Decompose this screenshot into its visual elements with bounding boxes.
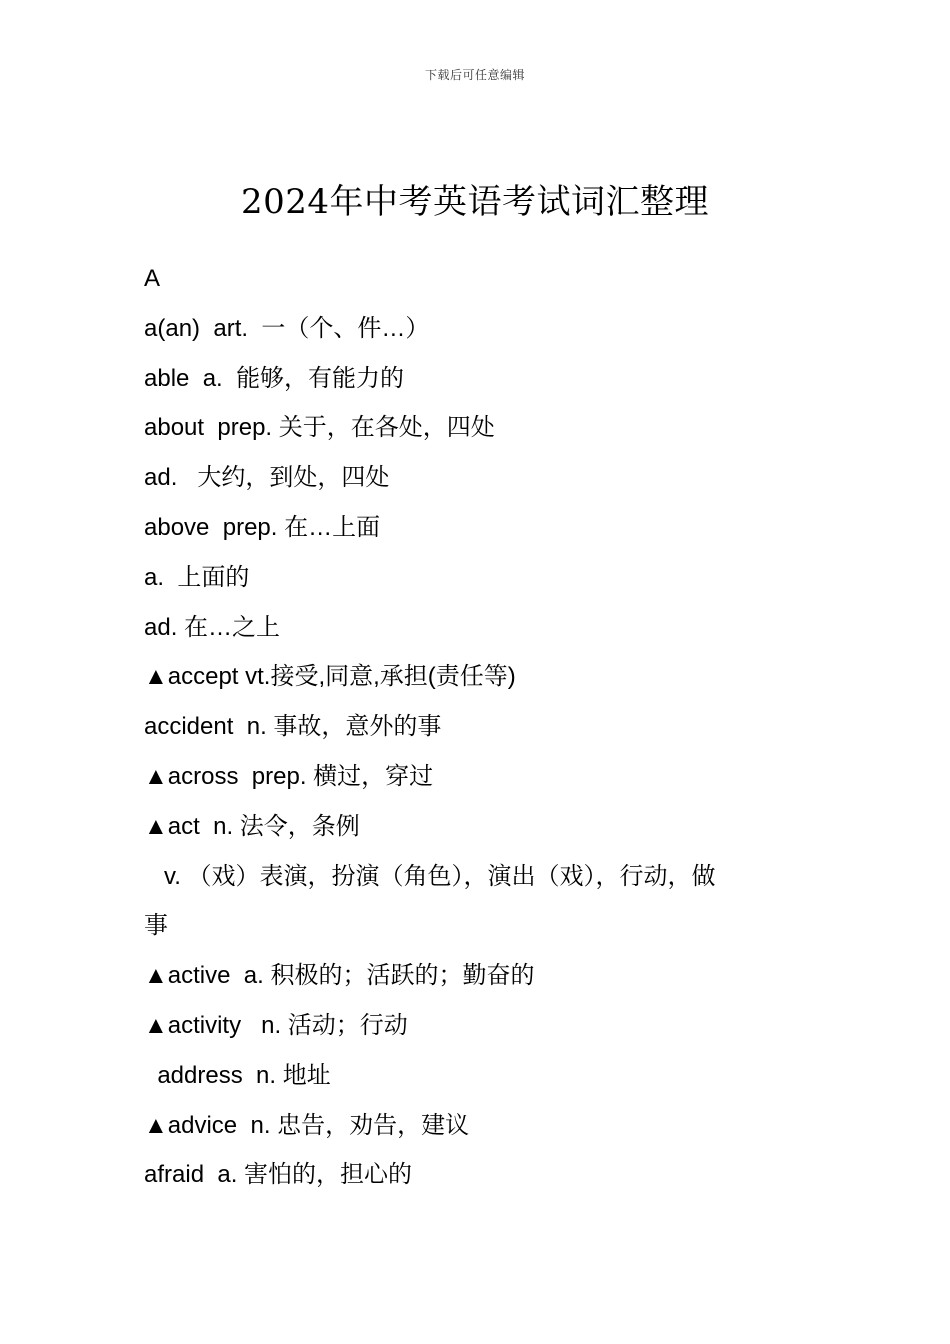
vocab-entry: ▲accept vt.接受,同意,承担(责任等)	[144, 663, 516, 691]
vocab-entry: ▲advice n. 忠告，劝告，建议	[144, 1111, 470, 1139]
vocab-entry: v. （戏）表演，扮演（角色），演出（戏），行动，做	[144, 862, 716, 890]
section-letter: A	[144, 265, 161, 292]
vocab-entry: a(an) art. 一（个、件…）	[144, 314, 430, 342]
vocab-entry: ▲across prep. 横过，穿过	[144, 762, 434, 790]
vocab-entry: ad. 大约，到处，四处	[144, 464, 390, 492]
vocab-entry: a. 上面的	[144, 563, 250, 591]
vocab-entry: above prep. 在…上面	[144, 513, 381, 541]
vocab-entry: ▲activity n. 活动；行动	[144, 1011, 408, 1039]
vocab-entry: able a. 能够，有能力的	[144, 364, 405, 392]
vocab-entry: about prep. 关于，在各处，四处	[144, 414, 495, 442]
vocab-entry: 事	[144, 912, 168, 940]
vocab-entry: accident n. 事故，意外的事	[144, 713, 442, 741]
vocabulary-list	[144, 254, 804, 1200]
document-title: 2024年中考英语考试词汇整理	[240, 182, 710, 222]
vocab-entry: afraid a. 害怕的，担心的	[144, 1161, 413, 1189]
vocab-entry: ▲act n. 法令，条例	[144, 812, 360, 840]
vocab-entry: ad. 在…之上	[144, 613, 281, 641]
page-header-note: 下载后可任意编辑	[424, 68, 525, 82]
vocab-entry: ▲active a. 积极的；活跃的；勤奋的	[144, 962, 535, 990]
vocab-entry: address n. 地址	[144, 1061, 331, 1089]
